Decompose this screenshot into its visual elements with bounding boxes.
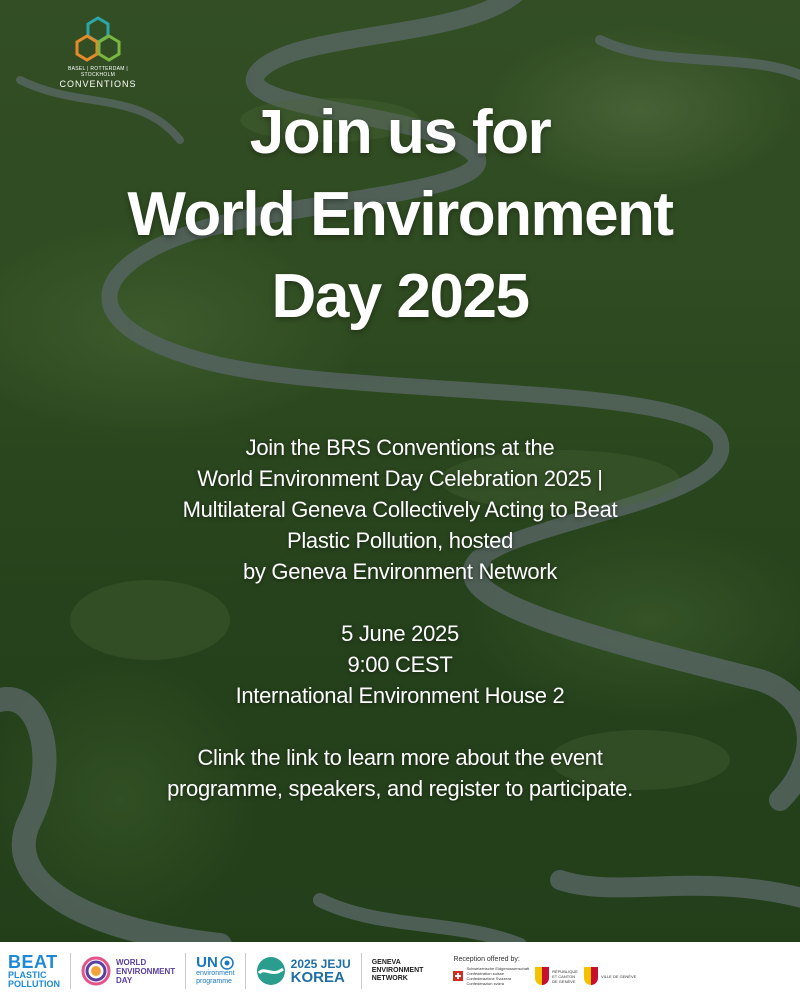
wed-line-3: DAY (116, 975, 133, 985)
event-venue: International Environment House 2 (235, 683, 565, 708)
divider (70, 953, 71, 989)
divider (245, 953, 246, 989)
wed-line-1: WORLD (116, 957, 147, 967)
world-environment-day-icon (81, 956, 111, 986)
un-environment-programme-logo (196, 956, 235, 986)
intro-line-3: Multilateral Geneva Collectively Acting to Beat (182, 497, 618, 522)
beat-plastic-pollution-logo (8, 953, 60, 989)
jeju-year: 2025 JEJU (290, 956, 351, 971)
cta-line-1: Clink the link to learn more about the event (197, 745, 603, 770)
un-letters: UN (196, 954, 218, 971)
logo-brand: CONVENTIONS (59, 79, 137, 89)
reception-sponsors (453, 956, 636, 986)
brs-conventions-logo (56, 16, 140, 89)
jeju-korea-logo (256, 956, 351, 986)
jeju-wave-icon (256, 956, 286, 986)
beat-word: BEAT (8, 952, 58, 972)
divider (361, 953, 362, 989)
un-emblem-icon (220, 956, 234, 970)
swiss-confederation-logo (453, 966, 529, 986)
geneva-environment-network-logo (372, 959, 424, 983)
gen-line-3: NETWORK (371, 975, 408, 982)
swiss-line-3: Confederazione Svizzera (466, 976, 512, 981)
logo-cities: BASEL | ROTTERDAM | STOCKHOLM (67, 66, 129, 78)
ville-crest-icon (584, 967, 598, 985)
canton-line-1: RÉPUBLIQUE (552, 968, 578, 974)
intro-line-2: World Environment Day Celebration 2025 | (197, 466, 603, 491)
intro-line-5: by Geneva Environment Network (242, 559, 558, 584)
event-details (40, 432, 760, 804)
un-environment: environment (196, 970, 235, 977)
headline-line-3: Day 2025 (271, 262, 529, 331)
headline-line-1: Join us for (249, 98, 551, 167)
gen-line-2: ENVIRONMENT (371, 967, 424, 974)
spacer (40, 711, 760, 742)
cta-line-2: programme, speakers, and register to participate. (167, 776, 633, 801)
canton-geneva-logo (535, 967, 578, 985)
reception-label: Reception offered by: (453, 956, 520, 963)
swiss-flag-icon (453, 971, 463, 981)
ville-de-geneve-logo (584, 967, 636, 985)
event-time: 9:00 CEST (347, 652, 453, 677)
intro-line-1: Join the BRS Conventions at the (245, 435, 555, 460)
brs-conventions-logo-icon (74, 16, 122, 62)
headline-line-2: World Environment (127, 180, 673, 249)
swiss-line-1: Schweizerische Eidgenossenschaft (466, 966, 530, 971)
gen-line-1: GENEVA (371, 959, 401, 966)
world-environment-day-logo (81, 956, 175, 986)
spacer (40, 587, 760, 618)
partner-logos-bar (0, 942, 800, 1000)
swiss-line-2: Confédération suisse (466, 971, 505, 976)
canton-line-2: ET CANTON (552, 973, 576, 979)
swiss-line-4: Confederaziun svizra (466, 981, 505, 986)
intro-line-4: Plastic Pollution, hosted (286, 528, 514, 553)
jeju-korea: KOREA (290, 968, 345, 986)
wed-line-2: ENVIRONMENT (116, 966, 176, 976)
plastic-word: PLASTIC (8, 970, 47, 980)
ville-label: VILLE DE GENÈVE (600, 973, 637, 979)
event-date: 5 June 2025 (341, 621, 459, 646)
un-programme: programme (196, 978, 232, 985)
headline (0, 92, 800, 338)
geneva-crest-icon (535, 967, 549, 985)
divider (185, 953, 186, 989)
pollution-word: POLLUTION (8, 979, 60, 989)
canton-line-3: DE GENÈVE (552, 978, 576, 984)
